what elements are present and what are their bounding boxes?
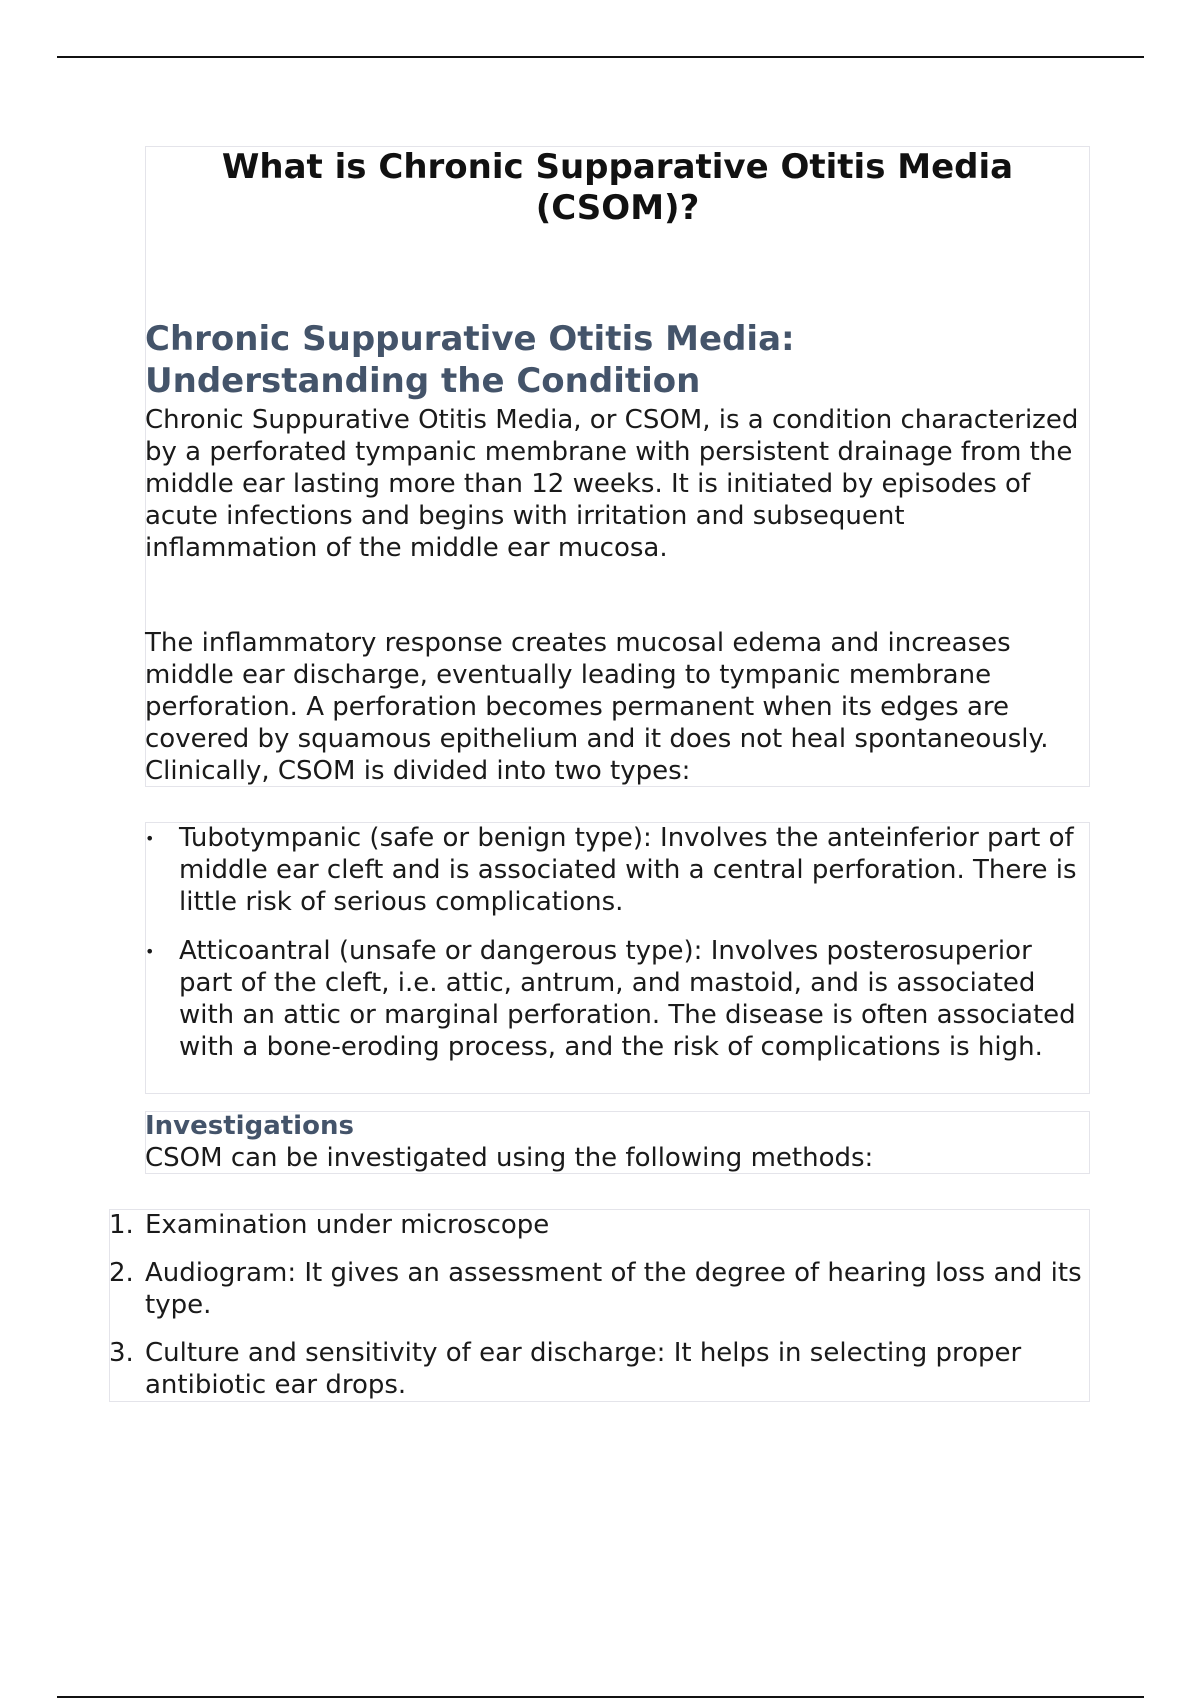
list-number: 3. xyxy=(109,1338,134,1368)
list-number: 1. xyxy=(109,1210,134,1240)
list-item-text: Examination under microscope xyxy=(145,1210,550,1240)
list-item xyxy=(109,1337,1084,1401)
list-item-text: Audiogram: It gives an assessment of the degree of hearing loss and its type. xyxy=(145,1258,1082,1320)
bullet-icon: • xyxy=(145,829,155,848)
bullet-icon: • xyxy=(145,942,155,961)
investigations-intro: CSOM can be investigated using the following methods: xyxy=(145,1143,874,1173)
list-item xyxy=(145,822,1080,918)
paragraph: Chronic Suppurative Otitis Media, or CSOM, is a condition characterized by a perforated tympanic membrane with persistent drainage from the middle ear lasting more than 12 weeks. It is initiated by episodes of acute infections and begins with irritation and subsequent inflammation of the middle ear mucosa. xyxy=(145,405,1079,563)
list-item xyxy=(109,1257,1084,1321)
list-item xyxy=(109,1209,1084,1241)
list-number: 2. xyxy=(109,1258,134,1288)
investigation-methods-list xyxy=(109,1209,1084,1417)
list-item-text: Atticoantral (unsafe or dangerous type): Involves posterosuperior part of the cleft, i.e. attic, antrum, and mastoid, and is associated with an attic or marginal perforation. The disease is often associated with a bone-eroding process, and the risk of complications is high. xyxy=(179,936,1076,1062)
list-item-text: Culture and sensitivity of ear discharge: It helps in selecting proper antibiotic ear drops. xyxy=(145,1338,1022,1400)
header-rule xyxy=(57,56,1144,58)
section-heading: Chronic Suppurative Otitis Media: Understanding the Condition xyxy=(145,319,795,401)
list-item-text: Tubotympanic (safe or benign type): Involves the anteinferior part of middle ear cleft and is associated with a central perforation. There is little risk of serious complications. xyxy=(179,823,1077,917)
investigations-heading: Investigations xyxy=(145,1111,354,1141)
csom-types-list xyxy=(145,822,1080,1080)
page-title: What is Chronic Supparative Otitis Media (CSOM)? xyxy=(221,147,1014,228)
list-item xyxy=(145,935,1080,1063)
paragraph: The inflammatory response creates mucosal edema and increases middle ear discharge, eventually leading to tympanic membrane perforation. A perforation becomes permanent when its edges are covered by squamous epithelium and it does not heal spontaneously. Clinically, CSOM is divided into two types: xyxy=(145,628,1049,786)
footer-rule xyxy=(57,1696,1144,1698)
